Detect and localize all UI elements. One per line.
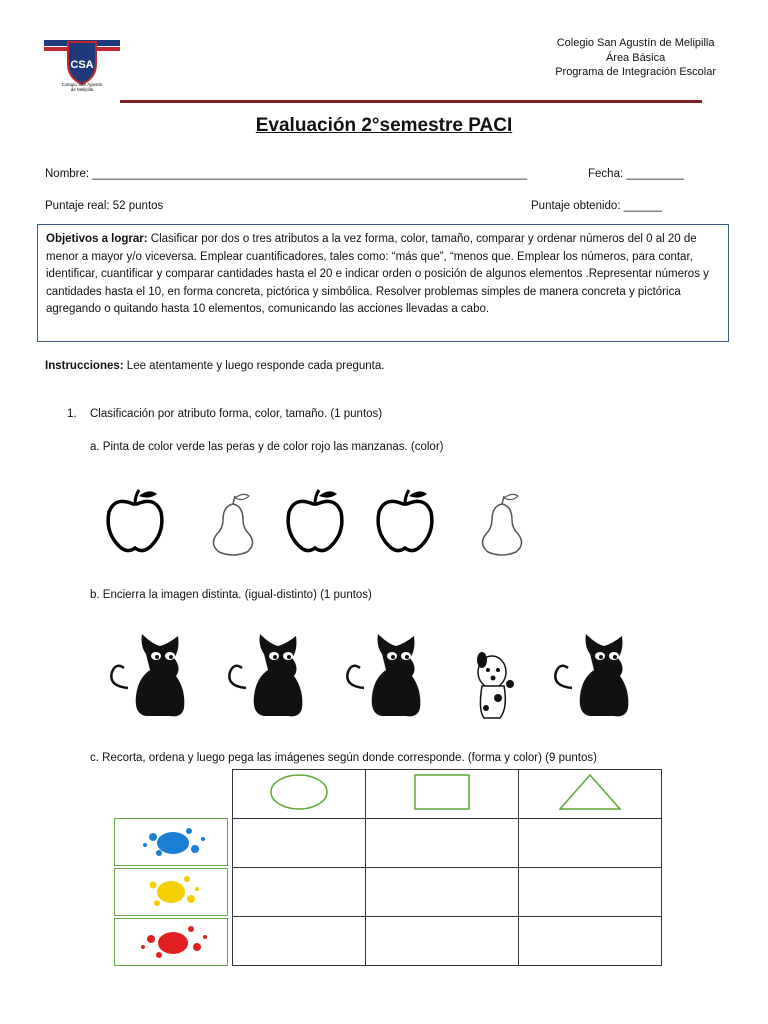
school-logo bbox=[44, 38, 120, 96]
square-shape bbox=[415, 775, 469, 809]
objectives-box bbox=[37, 224, 729, 342]
pear-icon bbox=[482, 494, 521, 555]
school-area: Área Básica bbox=[605, 51, 666, 64]
grid-cell-square bbox=[366, 770, 519, 819]
score-real: Puntaje real: 52 puntos bbox=[45, 200, 164, 212]
triangle-shape bbox=[560, 775, 620, 809]
instructions bbox=[45, 360, 384, 372]
apple-icon bbox=[108, 490, 162, 551]
grid-cell bbox=[233, 917, 366, 966]
grid-cell-triangle bbox=[519, 770, 662, 819]
header-divider bbox=[120, 100, 702, 103]
grid-cell bbox=[233, 819, 366, 868]
grid-cell-circle bbox=[233, 770, 366, 819]
score-obtained-field[interactable]: Puntaje obtenido: ______ bbox=[531, 200, 663, 212]
paint-cell-blue[interactable] bbox=[114, 818, 228, 866]
paint-splash-icon bbox=[143, 828, 205, 856]
instructions-label: Instrucciones: bbox=[45, 360, 124, 372]
paint-splash-icon bbox=[150, 876, 200, 906]
cat-icon bbox=[347, 634, 420, 716]
paint-cell-yellow[interactable] bbox=[114, 868, 228, 916]
dog-icon bbox=[477, 652, 514, 718]
fruit-row bbox=[100, 488, 550, 558]
shape-color-grid bbox=[232, 769, 662, 966]
logo-caption-1: Colegio San Agustín bbox=[61, 82, 103, 87]
grid-cell bbox=[519, 819, 662, 868]
grid-cell bbox=[519, 868, 662, 917]
logo-text: CSA bbox=[70, 59, 94, 71]
question-1b: b. Encierra la imagen distinta. (igual-distinto) (1 puntos) bbox=[90, 589, 372, 601]
grid-cell bbox=[366, 868, 519, 917]
circle-shape bbox=[271, 775, 327, 809]
date-field[interactable]: Fecha: _________ bbox=[588, 168, 684, 180]
grid-cell bbox=[366, 819, 519, 868]
objectives-label: Objetivos a lograr: bbox=[46, 233, 148, 245]
grid-header-row bbox=[233, 770, 662, 819]
logo-caption-2: de Melipilla bbox=[70, 87, 94, 92]
school-info bbox=[555, 36, 716, 80]
cat-icon bbox=[111, 634, 184, 716]
cat-icon bbox=[229, 634, 302, 716]
pear-icon bbox=[213, 494, 252, 555]
school-program: Programa de Integración Escolar bbox=[555, 66, 716, 78]
school-name: Colegio San Agustín de Melipilla bbox=[556, 37, 715, 49]
grid-cell bbox=[366, 917, 519, 966]
grid-cell bbox=[519, 917, 662, 966]
question-1-text: Clasificación por atributo forma, color, tamaño. (1 puntos) bbox=[90, 408, 383, 420]
grid-cell bbox=[233, 868, 366, 917]
name-field[interactable]: Nombre: ____________________________________________________________________ bbox=[45, 168, 528, 180]
paint-splash-icon bbox=[141, 926, 207, 958]
paint-cell-red[interactable] bbox=[114, 918, 228, 966]
apple-icon bbox=[378, 490, 432, 551]
grid-row bbox=[233, 819, 662, 868]
question-1c: c. Recorta, ordena y luego pega las imágenes según donde corresponde. (forma y color) (9 puntos) bbox=[90, 752, 597, 764]
grid-row bbox=[233, 917, 662, 966]
instructions-text: Lee atentamente y luego responde cada pregunta. bbox=[123, 360, 385, 372]
apple-icon bbox=[288, 490, 342, 551]
animal-row bbox=[106, 628, 666, 722]
question-1-number: 1. bbox=[67, 408, 77, 420]
objectives-text: Clasificar por dos o tres atributos a la vez forma, color, tamaño, comparar y ordenar números del 0 al 20 de menor a mayor y/o viceversa. Emplear cuantificadores, tales como: “más que”, “menos que. Emplear los números, para contar, identificar, cuantificar y comparar cantidades hasta el 20 e indicar orden o posición de algunos elementos .Representar números y cantidades hasta el 10, en forma concreta, pictórica y simbólica. Resolver problemas simples de manera concreta y pictórica agregando o quitando hasta 10 elementos, comunicando las acciones llevadas a cabo. bbox=[46, 233, 709, 315]
page-title: Evaluación 2°semestre PACI bbox=[255, 115, 513, 136]
cat-icon bbox=[555, 634, 628, 716]
question-1a: a. Pinta de color verde las peras y de color rojo las manzanas. (color) bbox=[90, 441, 444, 453]
grid-row bbox=[233, 868, 662, 917]
